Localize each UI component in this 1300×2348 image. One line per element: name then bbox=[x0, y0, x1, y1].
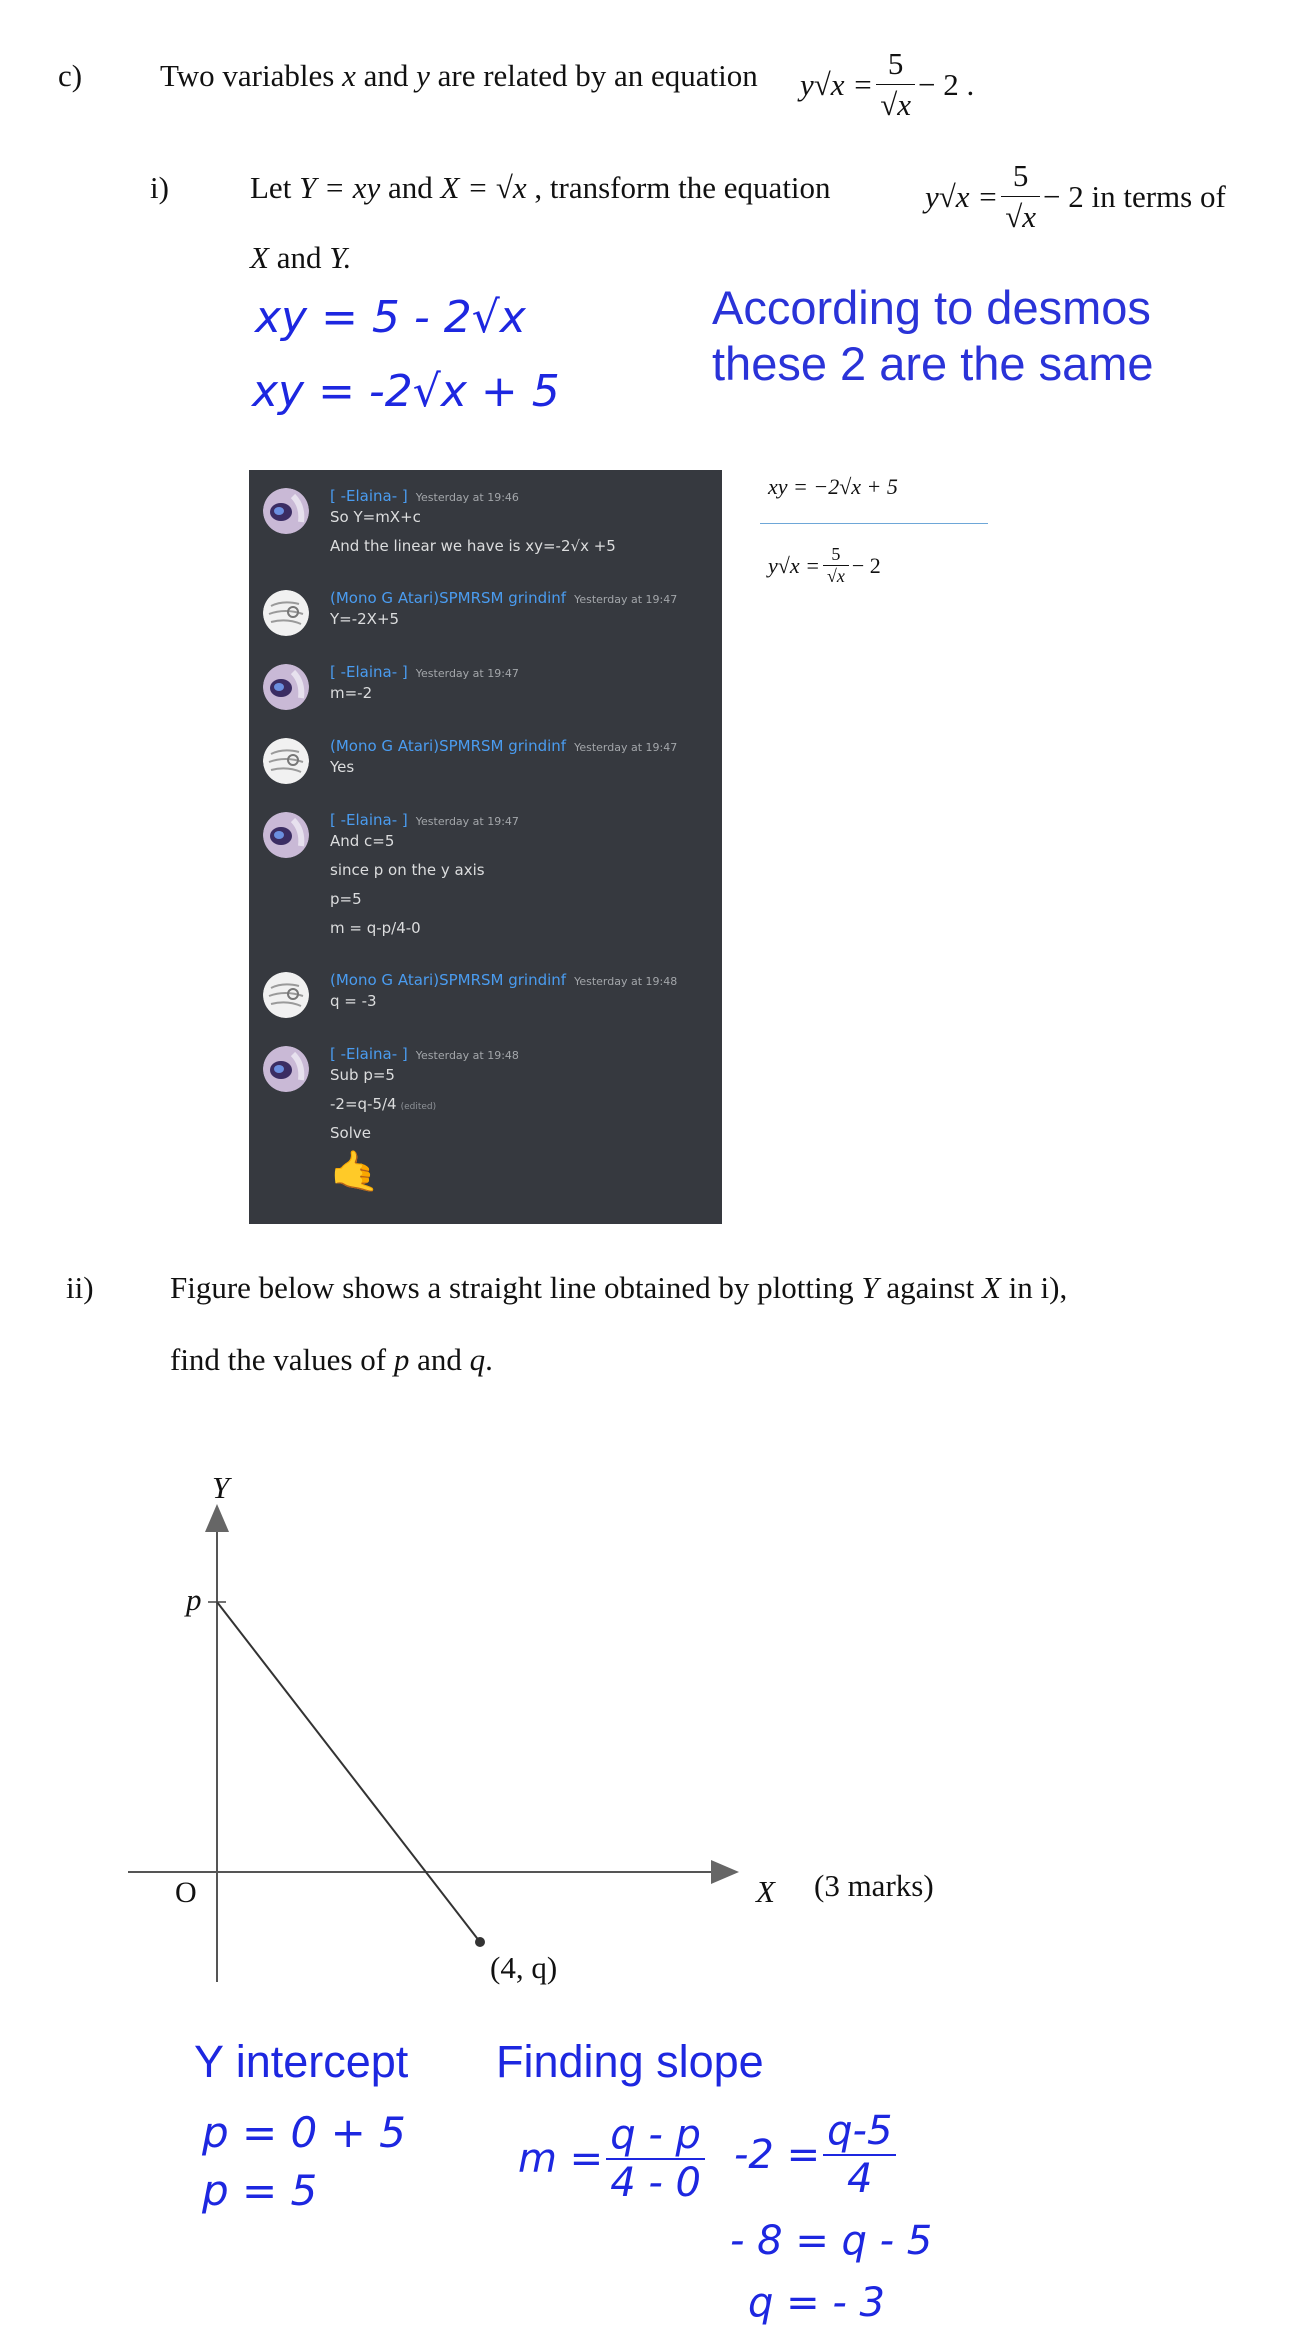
question-c-label: c) bbox=[58, 58, 83, 93]
desmos-note-line2: these 2 are the same bbox=[712, 337, 1154, 390]
slope-substitution: -2 = $\frac{q-5}{4}$ bbox=[734, 2108, 899, 2202]
mono-avatar[interactable] bbox=[263, 738, 309, 784]
username[interactable]: (Mono G Atari)SPMRSM grindinf bbox=[330, 737, 567, 755]
timestamp: Yesterday at 19:46 bbox=[415, 491, 519, 504]
solve-step1: - 8 = q - 5 bbox=[730, 2218, 933, 2264]
message-header bbox=[330, 487, 519, 505]
message-line: And the linear we have is xy=-2√x +5 bbox=[330, 537, 616, 555]
message-line: since p on the y axis bbox=[330, 861, 485, 879]
timestamp: Yesterday at 19:47 bbox=[574, 593, 678, 606]
message-header bbox=[330, 737, 677, 755]
desmos-divider bbox=[760, 523, 988, 524]
x-axis-label: X bbox=[756, 1874, 775, 1909]
username[interactable]: (Mono G Atari)SPMRSM grindinf bbox=[330, 971, 567, 989]
timestamp: Yesterday at 19:48 bbox=[415, 1049, 519, 1062]
question-c-equation: y√x = $\frac{5}{√x}$ − 2 . bbox=[800, 44, 974, 125]
message-header bbox=[330, 1045, 519, 1063]
part-i-text: Let Y = xy and X = √x , transform the equation bbox=[250, 170, 831, 205]
part-ii-line1: Figure below shows a straight line obtained by plotting Y against X in i), bbox=[170, 1270, 1068, 1305]
message-line: Sub p=5 bbox=[330, 1066, 395, 1084]
part-i-equation: y√x = $\frac{5}{√x}$ − 2 in terms of bbox=[925, 156, 1226, 237]
mono-avatar[interactable] bbox=[263, 590, 309, 636]
message-line: And c=5 bbox=[330, 832, 395, 850]
end-point bbox=[475, 1937, 485, 1947]
elaina-avatar[interactable] bbox=[263, 812, 309, 858]
message-line: Solve bbox=[330, 1124, 371, 1142]
elaina-avatar[interactable] bbox=[263, 488, 309, 534]
part-i-line2: X and Y. bbox=[250, 240, 352, 275]
discord-chat-panel bbox=[249, 470, 722, 1224]
edited-tag: (edited) bbox=[400, 1102, 437, 1112]
marks-label: (3 marks) bbox=[814, 1868, 934, 1903]
call-me-hand-emoji: 🤙 bbox=[330, 1149, 380, 1195]
finding-slope-title: Finding slope bbox=[496, 2036, 764, 2087]
message-line: Yes bbox=[330, 758, 355, 776]
handwritten-equation-2: xy = -2√x + 5 bbox=[252, 366, 560, 417]
message-header bbox=[330, 663, 519, 681]
message-line: -2=q-5/4 (edited) bbox=[330, 1095, 437, 1113]
part-ii-line2: find the values of p and q. bbox=[170, 1342, 493, 1377]
point-label: (4, q) bbox=[490, 1950, 558, 1985]
timestamp: Yesterday at 19:47 bbox=[574, 741, 678, 754]
username[interactable]: [ -Elaina- ] bbox=[330, 663, 408, 681]
y-axis-label: Y bbox=[212, 1470, 230, 1505]
timestamp: Yesterday at 19:48 bbox=[574, 975, 678, 988]
part-i-label: i) bbox=[150, 170, 169, 205]
line-graph bbox=[0, 1440, 1300, 2000]
desmos-note bbox=[712, 280, 1154, 392]
timestamp: Yesterday at 19:47 bbox=[415, 667, 519, 680]
p-label: p bbox=[186, 1582, 202, 1617]
slope-formula: m = $\frac{q - p}{4 - 0}$ bbox=[518, 2112, 708, 2206]
solve-step2: q = - 3 bbox=[748, 2280, 885, 2326]
y-intercept-title: Y intercept bbox=[194, 2036, 409, 2087]
message-line: So Y=mX+c bbox=[330, 508, 421, 526]
message-line: Y=-2X+5 bbox=[330, 610, 400, 628]
message-line: p=5 bbox=[330, 890, 362, 908]
part-ii-label: ii) bbox=[66, 1270, 94, 1305]
desmos-expression-2: y√x = $\frac{5}{√x}$ − 2 bbox=[768, 544, 881, 586]
timestamp: Yesterday at 19:47 bbox=[415, 815, 519, 828]
message-header bbox=[330, 971, 677, 989]
desmos-note-line1: According to desmos bbox=[712, 281, 1151, 334]
username[interactable]: [ -Elaina- ] bbox=[330, 487, 408, 505]
y-intercept-step1: p = 0 + 5 bbox=[202, 2108, 406, 2157]
username[interactable]: [ -Elaina- ] bbox=[330, 811, 408, 829]
desmos-expression-1: xy = −2√x + 5 bbox=[768, 474, 898, 499]
origin-label: O bbox=[175, 1876, 197, 1909]
message-line: m=-2 bbox=[330, 684, 373, 702]
username[interactable]: [ -Elaina- ] bbox=[330, 1045, 408, 1063]
question-c-text: Two variables x and y are related by an equation bbox=[160, 58, 758, 93]
elaina-avatar[interactable] bbox=[263, 1046, 309, 1092]
message-header bbox=[330, 811, 519, 829]
message-line: m = q-p/4-0 bbox=[330, 919, 421, 937]
handwritten-equation-1: xy = 5 - 2√x bbox=[255, 292, 526, 343]
y-intercept-step2: p = 5 bbox=[202, 2166, 318, 2215]
elaina-avatar[interactable] bbox=[263, 664, 309, 710]
username[interactable]: (Mono G Atari)SPMRSM grindinf bbox=[330, 589, 567, 607]
message-header bbox=[330, 589, 677, 607]
mono-avatar[interactable] bbox=[263, 972, 309, 1018]
message-line: q = -3 bbox=[330, 992, 377, 1010]
plotted-line bbox=[217, 1602, 480, 1942]
